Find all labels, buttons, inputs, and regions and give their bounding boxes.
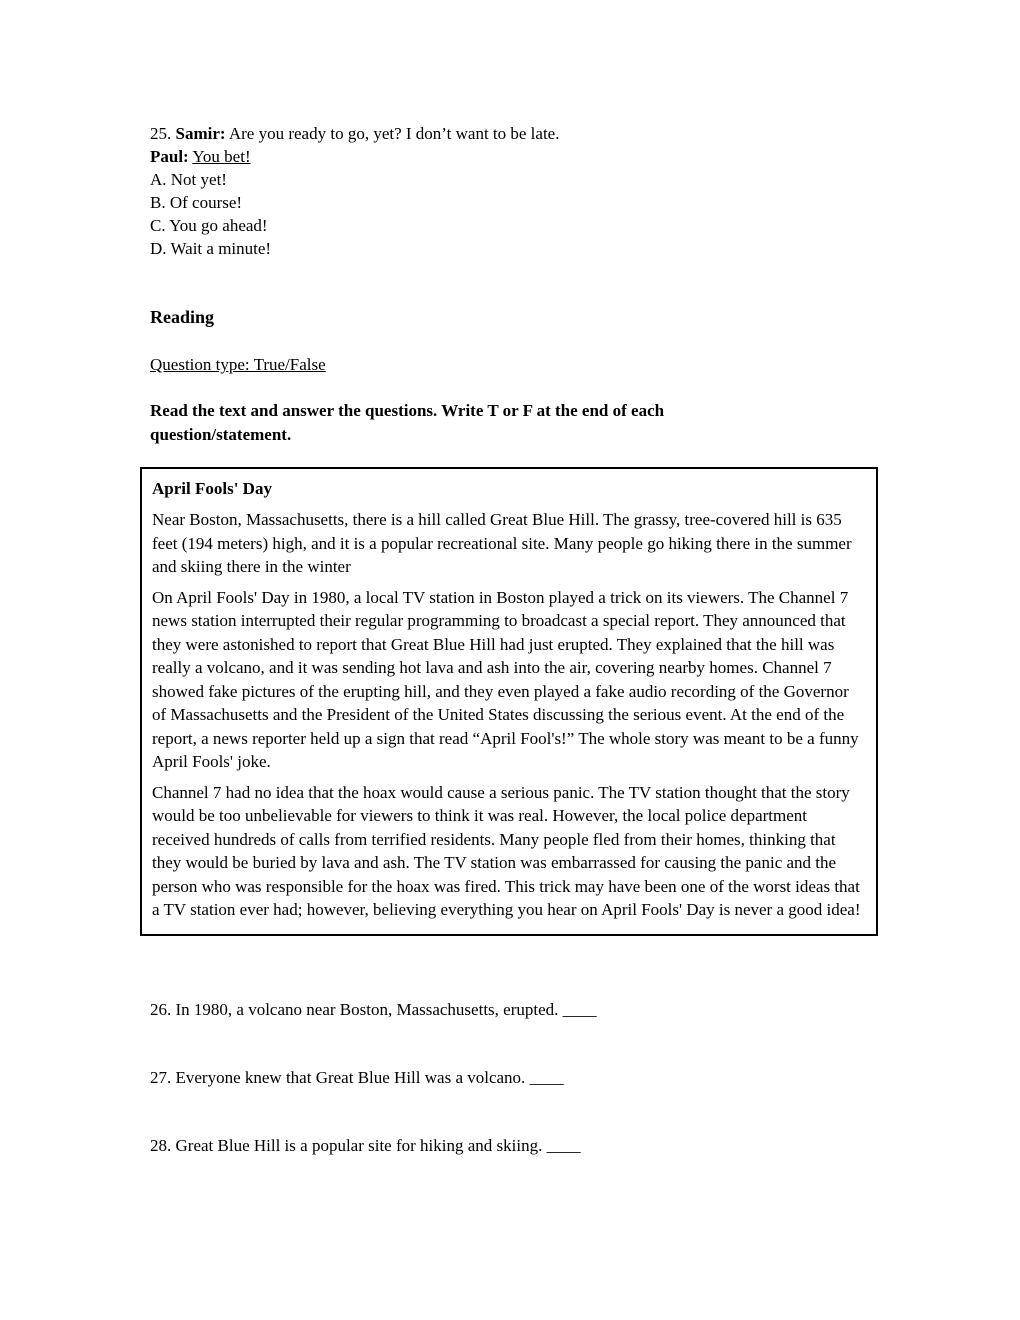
- reading-section-heading: Reading: [150, 307, 215, 327]
- document-content: [150, 122, 890, 1157]
- answer-blank: ____: [529, 1067, 564, 1087]
- question-26: [150, 998, 890, 1021]
- question-type-label: Question type: True/False: [150, 355, 326, 374]
- dialogue-line-samir: [150, 122, 890, 145]
- question-number: 26.: [150, 999, 172, 1019]
- samir-utterance: Are you ready to go, yet? I don’t want to be late.: [228, 124, 560, 143]
- question-25: [150, 122, 890, 260]
- question-27: [150, 1066, 890, 1089]
- reading-passage-box: [140, 467, 878, 936]
- option-d: D. Wait a minute!: [150, 239, 272, 258]
- question-text: Great Blue Hill is a popular site for hiking and skiing.: [175, 1135, 543, 1155]
- question-28: [150, 1134, 890, 1157]
- passage-paragraph-2: On April Fools' Day in 1980, a local TV station in Boston played a trick on its viewers. The Channel 7 news station interrupted their regular programming to broadcast a special report. They announced that they were astonished to report that Great Blue Hill had just erupted. They explained that the hill was really a volcano, and it was sending hot lava and ash into the air, covering nearby homes. Channel 7 showed fake pictures of the erupting hill, and they even played a fake audio recording of the Governor of Massachusetts and the President of the United States discussing the serious event. At the end of the report, a news reporter held up a sign that read “April Fool's!” The whole story was meant to be a funny April Fools' joke.: [152, 587, 859, 771]
- question-text: In 1980, a volcano near Boston, Massachusetts, erupted.: [175, 999, 559, 1019]
- speaker-name-paul: Paul:: [150, 147, 189, 166]
- question-text: Everyone knew that Great Blue Hill was a volcano.: [175, 1067, 526, 1087]
- answer-blank: ____: [562, 999, 597, 1019]
- passage-paragraph-3: Channel 7 had no idea that the hoax would cause a serious panic. The TV station thought that the story would be too unbelievable for viewers to think it was real. However, the local police department received hundreds of calls from terrified residents. Many people fled from their homes, thinking that they would be buried by lava and ash. The TV station was embarrassed for causing the panic and the person who was responsible for the hoax was fired. This trick may have been one of the worst ideas that a TV station ever had; however, believing everything you hear on April Fools' Day is never a good idea!: [152, 782, 861, 919]
- option-b: B. Of course!: [150, 193, 243, 212]
- question-number: 28.: [150, 1135, 172, 1155]
- question-number: 27.: [150, 1067, 172, 1087]
- answer-blank: ____: [546, 1135, 581, 1155]
- question-number: 25.: [150, 124, 172, 143]
- speaker-name-samir: Samir:: [175, 124, 226, 143]
- reading-instructions: Read the text and answer the questions. Write T or F at the end of each question/statement.: [150, 401, 665, 444]
- paul-underlined-answer: You bet!: [192, 147, 251, 166]
- option-c: C. You go ahead!: [150, 216, 268, 235]
- option-a: A. Not yet!: [150, 170, 227, 189]
- passage-title: April Fools' Day: [152, 479, 272, 498]
- passage-paragraph-1: Near Boston, Massachusetts, there is a hill called Great Blue Hill. The grassy, tree-covered hill is 635 feet (194 meters) high, and it is a popular recreational site. Many people go hiking there in the summer and skiing there in the winter: [152, 510, 852, 576]
- dialogue-line-paul: [150, 145, 890, 168]
